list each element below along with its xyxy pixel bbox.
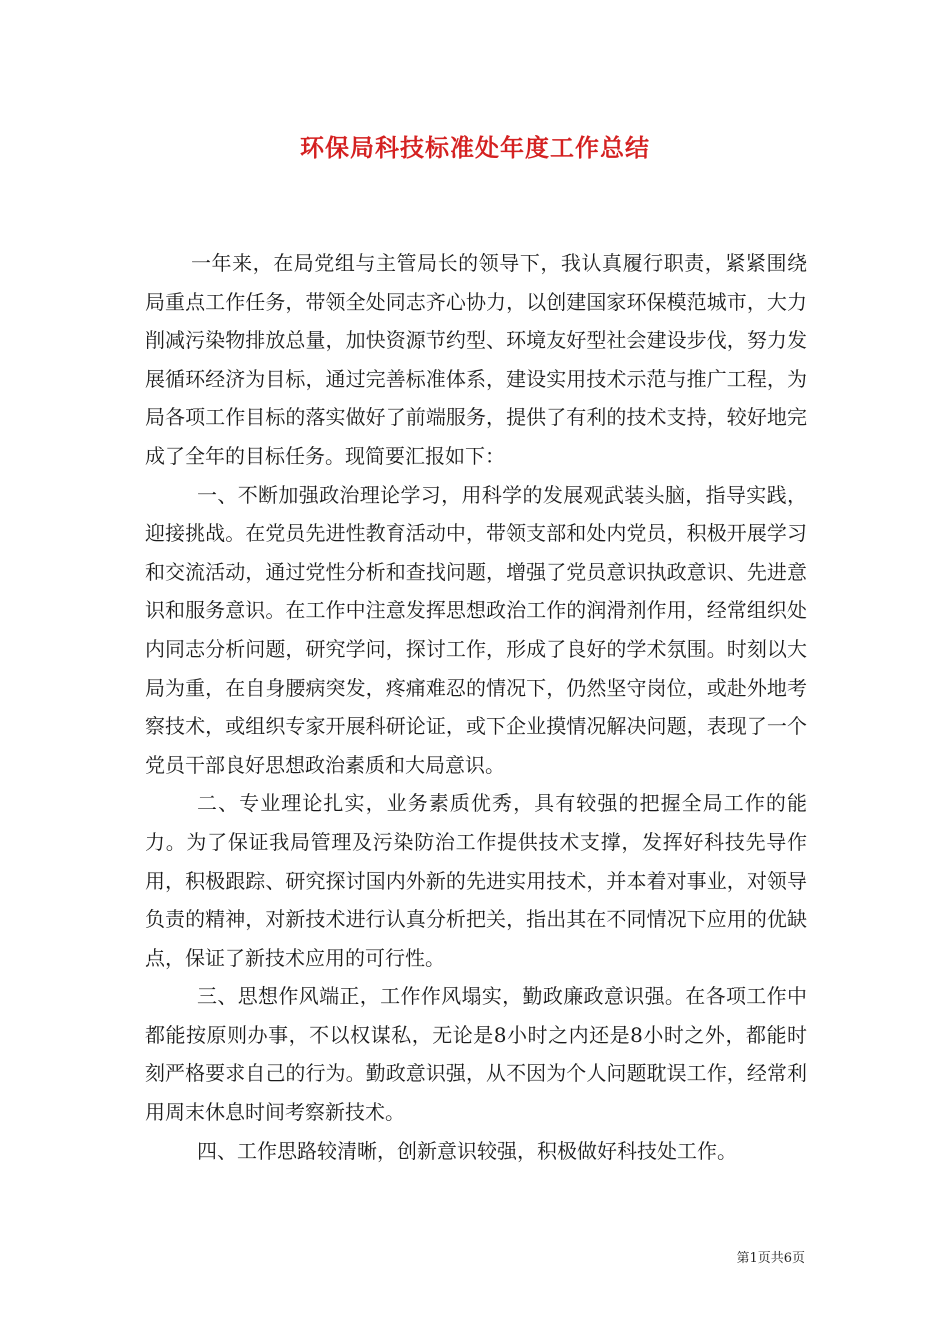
paragraph-section-2: 二、专业理论扎实，业务素质优秀，具有较强的把握全局工作的能力。为了保证我局管理及污染防治工作提供技术支撑，发挥好科技先导作用，积极跟踪、研究探讨国内外新的先进实用技术，并本着对事业，对领导负责的精神，对新技术进行认真分析把关，指出其在不同情况下应用的优缺点，保证了新技术应用的可行性。 — [145, 791, 807, 970]
document-title: 环保局科技标准处年度工作总结 — [300, 133, 650, 162]
document-body — [145, 244, 807, 1170]
page-number: 第1页共6页 — [736, 1251, 805, 1266]
paragraph-section-1: 一、不断加强政治理论学习，用科学的发展观武装头脑，指导实践，迎接挑战。在党员先进性教育活动中，带领支部和处内党员，积极开展学习和交流活动，通过党性分析和查找问题，增强了党员意识执政意识、先进意识和服务意识。在工作中注意发挥思想政治工作的润滑剂作用，经常组织处内同志分析问题，研究学问，探讨工作，形成了良好的学术氛围。时刻以大局为重，在自身腰病突发，疼痛难忍的情况下，仍然坚守岗位，或赴外地考察技术，或组织专家开展科研论证，或下企业摸情况解决问题，表现了一个党员干部良好思想政治素质和大局意识。 — [145, 482, 807, 777]
paragraph-section-3: 三、思想作风端正，工作作风塌实，勤政廉政意识强。在各项工作中都能按原则办事，不以权谋私，无论是8小时之内还是8小时之外，都能时刻严格要求自己的行为。勤政意识强，从不因为个人问题耽误工作，经常利用周末休息时间考察新技术。 — [145, 984, 807, 1125]
paragraph-intro: 一年来，在局党组与主管局长的领导下，我认真履行职责，紧紧围绕局重点工作任务，带领全处同志齐心协力，以创建国家环保模范城市，大力削减污染物排放总量，加快资源节约型、环境友好型社会建设步伐，努力发展循环经济为目标，通过完善标准体系，建设实用技术示范与推广工程，为局各项工作目标的落实做好了前端服务，提供了有利的技术支持，较好地完成了全年的目标任务。现简要汇报如下： — [145, 251, 807, 468]
paragraph-section-4: 四、工作思路较清晰，创新意识较强，积极做好科技处工作。 — [197, 1138, 737, 1163]
